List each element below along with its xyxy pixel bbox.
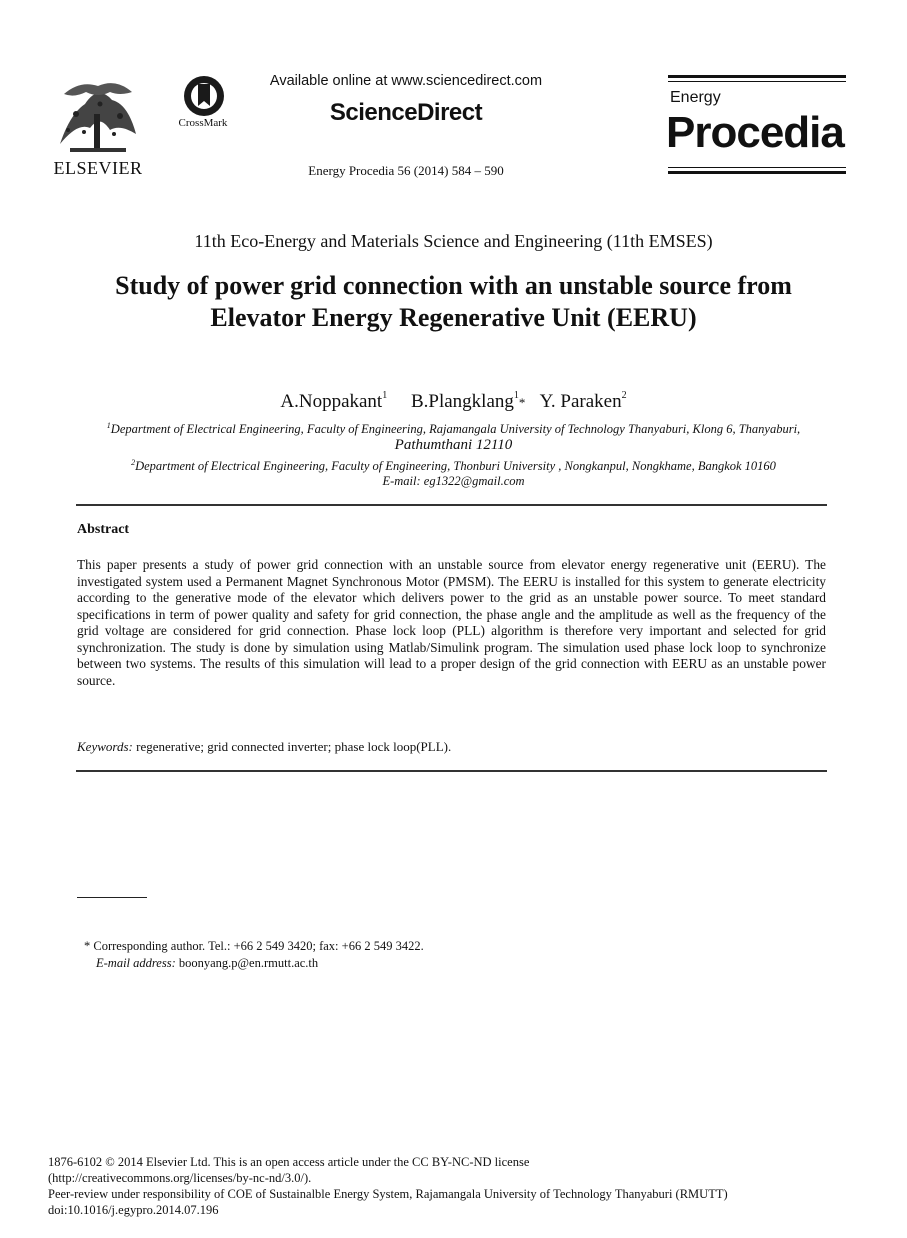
sciencedirect-wordmark[interactable]: ScienceDirect bbox=[329, 99, 483, 126]
keywords-label: Keywords: bbox=[77, 739, 133, 754]
divider-top bbox=[76, 504, 827, 506]
affiliation-2-text: Department of Electrical Engineering, Faculty of Engineering, Thonburi University , Nongkanpul, Nongkhame, Bangkok 10160 bbox=[135, 459, 776, 473]
corresponding-author-note: * Corresponding author. Tel.: +66 2 549 3420; fax: +66 2 549 3422. bbox=[84, 939, 424, 953]
logo-procedia-word: Procedia bbox=[666, 108, 844, 157]
email-value[interactable]: boonyang.p@en.rmutt.ac.th bbox=[175, 956, 319, 970]
author-1-affil: 1 bbox=[382, 390, 388, 401]
affiliation-2 bbox=[0, 458, 907, 474]
footnote-rule bbox=[77, 897, 147, 898]
logo-energy-word: Energy bbox=[670, 89, 721, 106]
corresponding-email bbox=[96, 956, 318, 971]
copyright-line: 1876-6102 © 2014 Elsevier Ltd. This is an open access article under the CC BY-NC-ND license bbox=[48, 1155, 530, 1169]
author-list bbox=[0, 390, 907, 413]
affiliation-2-mark: 2 bbox=[131, 458, 136, 467]
journal-reference: Energy Procedia 56 (2014) 584 – 590 bbox=[308, 163, 504, 178]
keywords-text: regenerative; grid connected inverter; phase lock loop(PLL). bbox=[132, 739, 452, 754]
peer-review-line: Peer-review under responsibility of COE of Sustainalble Energy System, Rajamangala University of Technology Thanyaburi (RMUTT) bbox=[48, 1187, 728, 1201]
elsevier-wordmark: ELSEVIER bbox=[53, 158, 143, 178]
author-2: B.Plangklang bbox=[410, 391, 514, 412]
author-3-affil: 2 bbox=[621, 390, 627, 401]
author-2-affil: 1 bbox=[513, 390, 519, 401]
corresponding-mark: * bbox=[518, 395, 526, 410]
contact-email[interactable]: E-mail: eg1322@gmail.com bbox=[382, 474, 525, 488]
crossmark-label: CrossMark bbox=[178, 117, 228, 129]
affiliation-1-city: Pathumthani 12110 bbox=[394, 437, 513, 453]
conference-name: 11th Eco-Energy and Materials Science and Engineering (11th EMSES) bbox=[194, 231, 713, 251]
title-line-1: Study of power grid connection with an unstable source from bbox=[115, 271, 792, 300]
doi-line[interactable]: doi:10.1016/j.egypro.2014.07.196 bbox=[48, 1203, 219, 1217]
keywords bbox=[77, 739, 451, 755]
available-online-text: Available online at www.sciencedirect.com bbox=[269, 73, 543, 89]
affiliation-1-text: Department of Electrical Engineering, Faculty of Engineering, Rajamangala University of Technology Thanyaburi, Klong 6, Thanyaburi, bbox=[110, 422, 801, 436]
affiliation-1-mark: 1 bbox=[106, 421, 111, 430]
paper-title bbox=[60, 270, 847, 334]
email-label: E-mail address: bbox=[96, 956, 176, 970]
abstract-heading: Abstract bbox=[77, 522, 130, 537]
title-line-2: Elevator Energy Regenerative Unit (EERU) bbox=[210, 303, 697, 332]
license-link[interactable]: (http://creativecommons.org/licenses/by-nc-nd/3.0/). bbox=[48, 1171, 312, 1185]
abstract-body: This paper presents a study of power grid connection with an unstable source from elevator energy regenerative unit (EERU). The investigated system used a Permanent Magnet Synchronous Motor (PMSM). The EERU is installed for this system to generate electricity according to the generative mode of the elevator which delivers power to the grid as an unstable power source. To meet standard specifications in term of power quality and safety for grid connection, the phase angle and the amplitude as well as the frequency of the grid voltage are considered for grid connection. Phase lock loop (PLL) algorithm is therefore very important and selected for grid synchronization. The study is done by simulation using Matlab/Simulink program. The simulation used phase lock loop to synchronize between two systems. The results of this simulation will lead to a proper design of the grid connection with EERU as an unstable power source. bbox=[77, 557, 826, 688]
author-1: A.Noppakant bbox=[280, 391, 383, 412]
affiliation-1 bbox=[0, 421, 907, 437]
author-3: Y. Paraken bbox=[539, 391, 622, 412]
divider-bottom bbox=[76, 770, 827, 772]
